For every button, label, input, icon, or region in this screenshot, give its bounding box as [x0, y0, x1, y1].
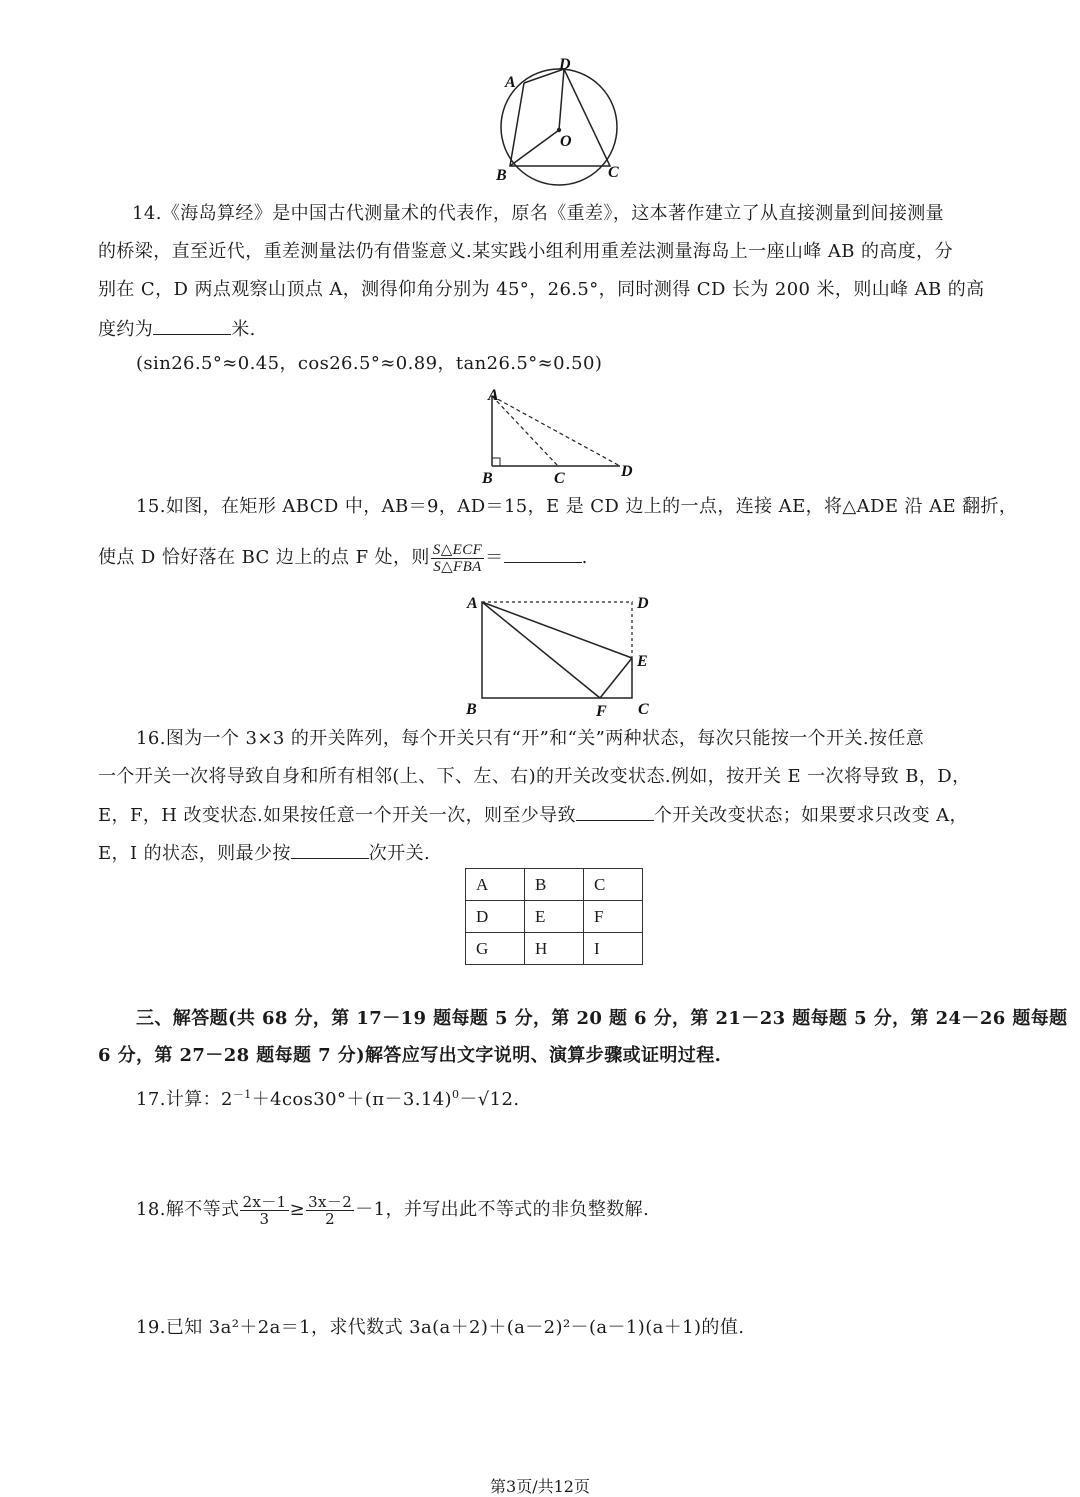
- q18-pre: 18.解不等式: [136, 1199, 240, 1220]
- q16-line4-pre: E，I 的状态，则最少按: [98, 843, 291, 864]
- answer-blank: [291, 840, 369, 859]
- label-c: C: [608, 164, 619, 181]
- switch-grid: [465, 868, 643, 965]
- q16-line4-post: 次开关.: [368, 843, 431, 864]
- grid-cell: F: [584, 901, 643, 933]
- grid-row: [466, 901, 643, 933]
- q14-line4-post: 米.: [231, 319, 256, 340]
- q15-line1: 15.如图，在矩形 ABCD 中，AB＝9，AD＝15，E 是 CD 边上的一点，连接 AE，将△ADE 沿 AE 翻折，: [136, 496, 1018, 517]
- q17-rest: ＋4cos30°＋(π－3.14): [251, 1089, 452, 1110]
- fraction-right: [306, 1194, 354, 1227]
- q17-rest2: －√12.: [459, 1089, 520, 1110]
- answer-blank: [504, 544, 582, 563]
- q14-line3: 别在 C，D 两点观察山顶点 A，测得仰角分别为 45°，26.5°，同时测得 CD 长为 200 米，则山峰 AB 的高: [98, 279, 985, 300]
- label-e: E: [637, 653, 648, 670]
- q18-ge: ≥: [289, 1199, 306, 1220]
- q15-equals: ＝: [485, 547, 504, 568]
- q14-line1: 14.《海岛算经》是中国古代测量术的代表作，原名《重差》，这本著作建立了从直接测量到间接测量: [132, 203, 945, 224]
- label-c: C: [554, 470, 565, 487]
- label-c: C: [638, 701, 649, 718]
- grid-cell: D: [466, 901, 525, 933]
- grid-cell: I: [584, 933, 643, 965]
- answer-blank: [576, 802, 654, 821]
- grid-cell: E: [525, 901, 584, 933]
- fraction-left: [240, 1194, 288, 1227]
- fraction-numerator: 2x－1: [242, 1192, 287, 1211]
- q14-line4-pre: 度约为: [98, 319, 154, 340]
- label-o: O: [560, 133, 572, 150]
- q19: 19.已知 3a²＋2a＝1，求代数式 3a(a＋2)＋(a－2)²－(a－1)(a＋1)的值.: [136, 1317, 745, 1338]
- section3-heading-line2: 6 分，第 27－28 题每题 7 分)解答应写出文字说明、演算步骤或证明过程.: [98, 1045, 722, 1066]
- q18: [136, 1188, 649, 1232]
- q17: [136, 1083, 519, 1112]
- grid-cell: G: [466, 933, 525, 965]
- q16-line3-pre: E，F，H 改变状态.如果按任意一个开关一次，则至少导致: [98, 805, 576, 826]
- rectangle-figure: [460, 590, 660, 720]
- q17-text: 17.计算：2: [136, 1089, 233, 1110]
- q16-line2: 一个开关一次将导致自身和所有相邻(上、下、左、右)的开关改变状态.例如，按开关 E 一次将导致 B，D，: [98, 766, 971, 787]
- area-ratio-fraction: [431, 542, 484, 575]
- fraction-numerator: S△ECF: [432, 541, 483, 558]
- q15-end: .: [581, 547, 588, 568]
- fraction-denominator: 2: [325, 1209, 336, 1228]
- grid-row: [466, 933, 643, 965]
- page-number: 第3页/共12页: [490, 1477, 590, 1496]
- label-d: D: [621, 463, 633, 480]
- q17-exponent: －1: [232, 1088, 252, 1101]
- label-a: A: [505, 74, 516, 91]
- grid-cell: C: [584, 869, 643, 901]
- label-a: A: [488, 387, 499, 404]
- q16-line1: 16.图为一个 3×3 的开关阵列，每个开关只有“开”和“关”两种状态，每次只能按一个开关.按任意: [136, 728, 925, 749]
- fraction-denominator: 3: [259, 1209, 270, 1228]
- label-b: B: [482, 470, 493, 487]
- label-a: A: [467, 595, 478, 612]
- grid-row: [466, 869, 643, 901]
- triangle-figure: [478, 386, 648, 488]
- q18-post: －1，并写出此不等式的非负整数解.: [355, 1199, 650, 1220]
- q16-line3: [98, 802, 968, 828]
- label-b: B: [466, 701, 477, 718]
- section3-heading-line1: 三、解答题(共 68 分，第 17－19 题每题 5 分，第 20 题 6 分，第 21－23 题每题 5 分，第 24－26 题每题: [136, 1008, 1068, 1029]
- q16-line4: [98, 840, 430, 866]
- label-d: D: [637, 595, 649, 612]
- q17-exponent-zero: 0: [451, 1088, 460, 1101]
- q14-line4: [98, 316, 256, 342]
- q14-line2: 的桥梁，直至近代，重差测量法仍有借鉴意义.某实践小组利用重差法测量海岛上一座山峰 AB 的高度，分: [98, 241, 953, 262]
- label-f: F: [596, 703, 607, 720]
- label-d: D: [559, 56, 571, 73]
- grid-cell: A: [466, 869, 525, 901]
- answer-blank: [153, 316, 231, 335]
- q14-hint: (sin26.5°≈0.45，cos26.5°≈0.89，tan26.5°≈0.50): [136, 353, 603, 374]
- q15-line2: [98, 538, 588, 578]
- q15-line2-pre: 使点 D 恰好落在 BC 边上的点 F 处，则: [98, 547, 430, 568]
- fraction-numerator: 3x－2: [308, 1192, 353, 1211]
- label-b: B: [496, 167, 507, 184]
- grid-cell: H: [525, 933, 584, 965]
- grid-cell: B: [525, 869, 584, 901]
- q16-line3-post: 个开关改变状态；如果要求只改变 A，: [653, 805, 968, 826]
- fraction-denominator: S△FBA: [433, 558, 482, 575]
- circle-figure: [490, 52, 640, 187]
